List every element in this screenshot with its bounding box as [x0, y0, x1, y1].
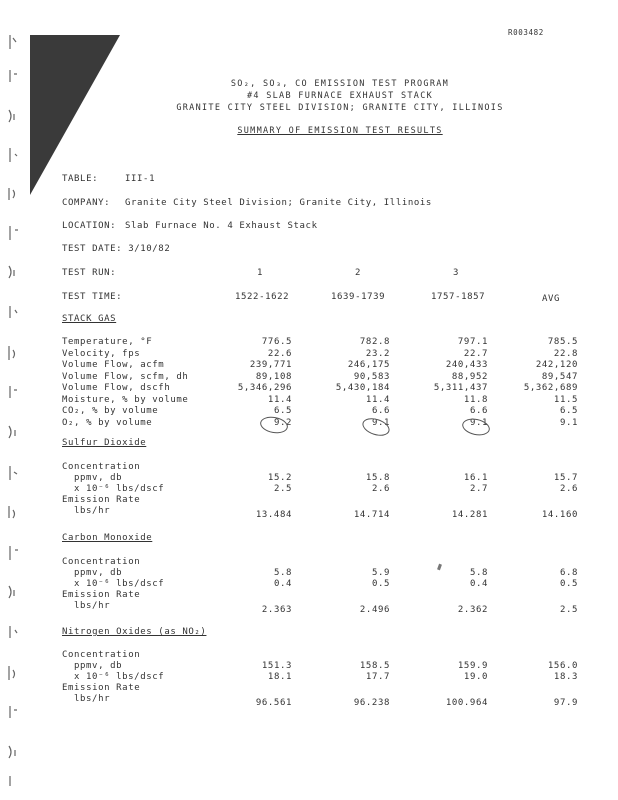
so2-ppmv-label: ppmv, db	[74, 473, 123, 483]
stack-gas-row-label: CO₂, % by volume	[62, 406, 159, 416]
stack-gas-value: 6.5	[559, 406, 578, 416]
co-emission-label: Emission Rate	[62, 590, 141, 600]
co-ppmv-label: ppmv, db	[74, 568, 123, 578]
test-time-1: 1522-1622	[235, 292, 290, 302]
binding-hole-marks	[4, 30, 24, 790]
test-time-label: TEST TIME:	[62, 292, 123, 302]
so2-lbs-label: x 10⁻⁶ lbs/dscf	[74, 484, 165, 494]
so2-ppmv-value: 16.1	[463, 473, 488, 483]
header-program: SO₂, SO₃, CO EMISSION TEST PROGRAM	[230, 79, 450, 89]
so2-lbs-value: 2.6	[559, 484, 578, 494]
header-stack: #4 SLAB FURNACE EXHAUST STACK	[246, 91, 434, 101]
stack-gas-value: 782.8	[359, 337, 390, 347]
co-lbs-value: 0.5	[371, 579, 390, 589]
stack-gas-value: 89,108	[255, 371, 292, 382]
stack-gas-value: 22.6	[267, 348, 292, 359]
test-run-3: 3	[452, 268, 460, 278]
nox-lbs-label: x 10⁻⁶ lbs/dscf	[74, 672, 165, 682]
co-ppmv-value: 5.8	[469, 568, 488, 578]
co-rate-value: 2.363	[261, 605, 292, 615]
test-time-3: 1757-1857	[431, 292, 486, 302]
co-rate-value: 2.362	[457, 605, 488, 615]
so2-lbs-value: 2.7	[469, 484, 488, 494]
stack-gas-value: 9.1	[371, 417, 390, 428]
stack-gas-value: 22.7	[463, 348, 488, 359]
nox-ppmv-value: 158.5	[359, 661, 390, 671]
so2-ppmv-value: 15.2	[267, 473, 292, 483]
location-value: Slab Furnace No. 4 Exhaust Stack	[125, 221, 318, 231]
co-lbs-label: x 10⁻⁶ lbs/dscf	[74, 579, 165, 589]
co-lbs-value: 0.4	[469, 579, 488, 589]
nox-rate-value: 97.9	[553, 698, 578, 708]
stack-gas-row-label: Volume Flow, scfm, dh	[62, 371, 189, 382]
stack-gas-value: 785.5	[547, 337, 578, 347]
stack-gas-value: 11.4	[365, 394, 390, 405]
so2-rate-value: 13.484	[255, 510, 292, 520]
so2-rate-label: lbs/hr	[74, 506, 111, 516]
test-time-2: 1639-1739	[331, 292, 386, 302]
nox-rate-value: 96.238	[353, 698, 390, 708]
co-lbs-value: 0.4	[273, 579, 292, 589]
stack-gas-value: 11.5	[553, 394, 578, 405]
test-run-2: 2	[354, 268, 362, 278]
nox-rate-value: 96.561	[255, 698, 292, 708]
stack-gas-value: 9.1	[559, 417, 578, 428]
stack-gas-value: 246,175	[347, 360, 390, 370]
nox-concentration-label: Concentration	[62, 650, 141, 660]
test-run-label: TEST RUN:	[62, 268, 117, 278]
stack-gas-row-label: Moisture, % by volume	[62, 394, 189, 405]
so2-ppmv-value: 15.7	[553, 473, 578, 483]
scanned-corner-shadow	[30, 35, 120, 195]
stack-gas-value: 5,311,437	[433, 383, 488, 393]
test-time-avg: AVG	[542, 294, 561, 304]
so2-lbs-value: 2.6	[371, 484, 390, 494]
nox-ppmv-value: 151.3	[261, 661, 292, 671]
stack-gas-value: 11.8	[463, 394, 488, 405]
stack-gas-value: 22.8	[553, 348, 578, 359]
nox-ppmv-value: 156.0	[547, 661, 578, 671]
stack-gas-value: 5,430,184	[335, 383, 390, 393]
stack-gas-value: 9.1	[469, 417, 488, 428]
stack-gas-value: 239,771	[249, 360, 292, 370]
stack-gas-value: 88,952	[451, 371, 488, 382]
co-rate-value: 2.496	[359, 605, 390, 615]
co-rate-value: 2.5	[559, 605, 578, 615]
so2-ppmv-value: 15.8	[365, 473, 390, 483]
nox-lbs-value: 19.0	[463, 672, 488, 682]
company-value: Granite City Steel Division; Granite City, Illinois	[125, 198, 432, 208]
header-summary-title: SUMMARY OF EMISSION TEST RESULTS	[237, 126, 443, 136]
nox-emission-label: Emission Rate	[62, 683, 141, 693]
so2-emission-label: Emission Rate	[62, 495, 141, 505]
section-carbon-monoxide: Carbon Monoxide	[62, 533, 153, 543]
section-sulfur-dioxide: Sulfur Dioxide	[62, 438, 147, 448]
test-date: TEST DATE: 3/10/82	[62, 244, 171, 254]
nox-lbs-value: 17.7	[365, 672, 390, 682]
test-run-1: 1	[256, 268, 264, 278]
so2-lbs-value: 2.5	[273, 484, 292, 494]
stack-gas-value: 6.6	[469, 406, 488, 416]
stack-gas-value: 6.6	[371, 406, 390, 416]
so2-rate-value: 14.714	[353, 510, 390, 520]
location-label: LOCATION:	[62, 221, 117, 231]
stack-gas-row-label: Temperature, °F	[62, 337, 153, 347]
stack-gas-value: 797.1	[457, 337, 488, 347]
stack-gas-value: 240,433	[445, 360, 488, 370]
stack-gas-value: 89,547	[541, 371, 578, 382]
stack-gas-value: 776.5	[261, 337, 292, 347]
section-stack-gas: STACK GAS	[62, 314, 117, 324]
table-label: TABLE:	[62, 174, 99, 184]
stack-gas-value: 90,583	[353, 371, 390, 382]
stack-gas-value: 6.5	[273, 406, 292, 416]
stack-gas-row-label: Velocity, fps	[62, 348, 141, 359]
stack-gas-value: 11.4	[267, 394, 292, 405]
stack-gas-row-label: O₂, % by volume	[62, 417, 153, 428]
co-rate-label: lbs/hr	[74, 601, 111, 611]
nox-lbs-value: 18.3	[553, 672, 578, 682]
co-ppmv-value: 5.8	[273, 568, 292, 578]
co-ppmv-value: 6.8	[559, 568, 578, 578]
stack-gas-row-label: Volume Flow, dscfh	[62, 383, 171, 393]
nox-ppmv-value: 159.9	[457, 661, 488, 671]
nox-ppmv-label: ppmv, db	[74, 661, 123, 671]
section-nitrogen-oxides: Nitrogen Oxides (as NO₂)	[62, 627, 207, 637]
so2-rate-value: 14.160	[541, 510, 578, 520]
co-lbs-value: 0.5	[559, 579, 578, 589]
co-concentration-label: Concentration	[62, 557, 141, 567]
header-division: GRANITE CITY STEEL DIVISION; GRANITE CITY, ILLINOIS	[176, 103, 504, 113]
stack-gas-row-label: Volume Flow, acfm	[62, 360, 165, 370]
document-id: R003482	[508, 28, 544, 37]
co-ppmv-value: 5.9	[371, 568, 390, 578]
stack-gas-value: 5,362,689	[523, 383, 578, 393]
so2-rate-value: 14.281	[451, 510, 488, 520]
stack-gas-value: 23.2	[365, 348, 390, 359]
so2-concentration-label: Concentration	[62, 462, 141, 472]
nox-rate-value: 100.964	[445, 698, 488, 708]
stack-gas-value: 5,346,296	[237, 383, 292, 393]
table-value: III-1	[125, 174, 156, 184]
nox-lbs-value: 18.1	[267, 672, 292, 682]
company-label: COMPANY:	[62, 198, 111, 208]
stack-gas-value: 9.2	[273, 417, 292, 428]
nox-rate-label: lbs/hr	[74, 694, 111, 704]
stack-gas-value: 242,120	[535, 360, 578, 370]
